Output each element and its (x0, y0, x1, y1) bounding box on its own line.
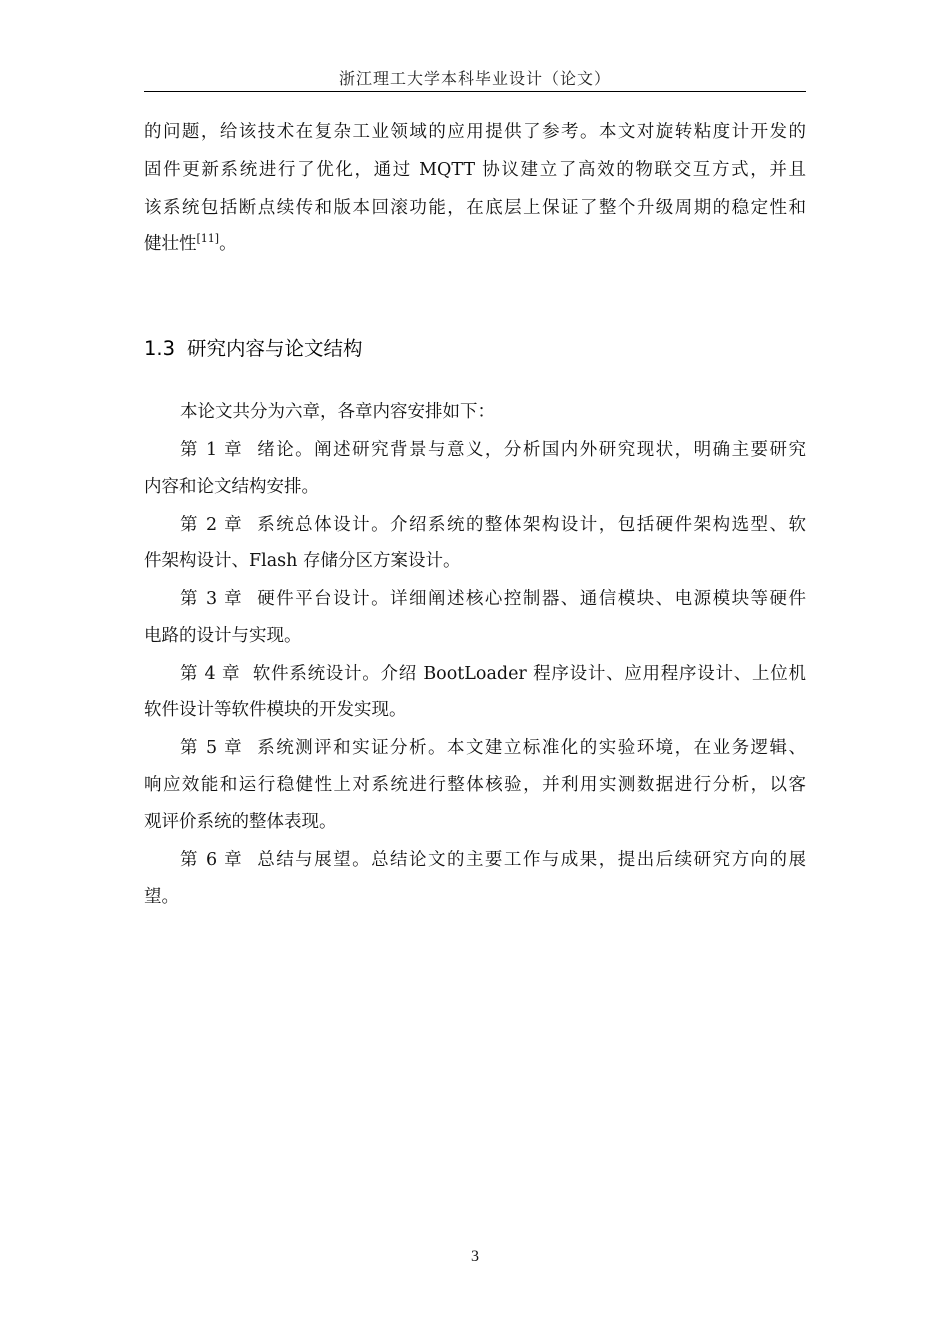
chapter-text: 硬件平台设计。详细阐述核心控制器、通信模块、电源模块等硬件 (257, 589, 806, 609)
section-number: 1.3 (144, 337, 176, 360)
chapter-text: 总结与展望。总结论文的主要工作与成果，提出后续研究方向的展 (257, 850, 806, 870)
chapter-label: 第 3 章 (180, 589, 244, 609)
paragraph-line-text: 健壮性 (144, 234, 197, 254)
closing-punctuation: 。 (219, 234, 237, 254)
chapter-label: 第 2 章 (180, 515, 244, 535)
header-rule (144, 91, 806, 92)
chapter-text: 软件系统设计。介绍 BootLoader 程序设计、应用程序设计、上位机 (252, 664, 806, 684)
paragraph-line: 的问题，给该技术在复杂工业领域的应用提供了参考。本文对旋转粘度计开发的 (144, 122, 806, 142)
section-title: 研究内容与论文结构 (187, 337, 363, 360)
chapter-line: 望。 (144, 887, 179, 907)
chapter-line: 件架构设计、Flash 存储分区方案设计。 (144, 551, 461, 571)
chapter-text: 绪论。阐述研究背景与意义，分析国内外研究现状，明确主要研究 (257, 440, 806, 460)
chapter-item-3 (180, 588, 806, 610)
chapter-line: 软件设计等软件模块的开发实现。 (144, 700, 407, 720)
overview-intro: 本论文共分为六章，各章内容安排如下： (180, 402, 495, 422)
paragraph-line: 该系统包括断点续传和版本回滚功能，在底层上保证了整个升级周期的稳定性和 (144, 198, 806, 218)
chapter-line: 响应效能和运行稳健性上对系统进行整体核验，并利用实测数据进行分析，以客 (144, 775, 806, 795)
chapter-label: 第 5 章 (180, 738, 244, 758)
chapter-label: 第 4 章 (180, 664, 241, 684)
paragraph-line: 固件更新系统进行了优化，通过 MQTT 协议建立了高效的物联交互方式，并且 (144, 160, 806, 180)
chapter-item-1 (180, 439, 806, 461)
chapter-text: 系统测评和实证分析。本文建立标准化的实验环境，在业务逻辑、 (257, 738, 806, 758)
chapter-line: 观评价系统的整体表现。 (144, 812, 337, 832)
page-number: 3 (471, 1248, 479, 1265)
chapter-item-5 (180, 737, 806, 759)
chapter-item-2 (180, 514, 806, 536)
chapter-line: 电路的设计与实现。 (144, 626, 302, 646)
running-header: 浙江理工大学本科毕业设计（论文） (338, 69, 611, 88)
chapter-label: 第 6 章 (180, 850, 244, 870)
chapter-text: 系统总体设计。介绍系统的整体架构设计，包括硬件架构选型、软 (257, 515, 806, 535)
chapter-label: 第 1 章 (180, 440, 244, 460)
chapter-item-4 (180, 663, 806, 685)
chapter-item-6 (180, 849, 806, 871)
section-heading (144, 336, 363, 362)
citation-mark: [11] (196, 232, 220, 246)
paragraph-last-line (144, 233, 806, 255)
chapter-line: 内容和论文结构安排。 (144, 477, 319, 497)
